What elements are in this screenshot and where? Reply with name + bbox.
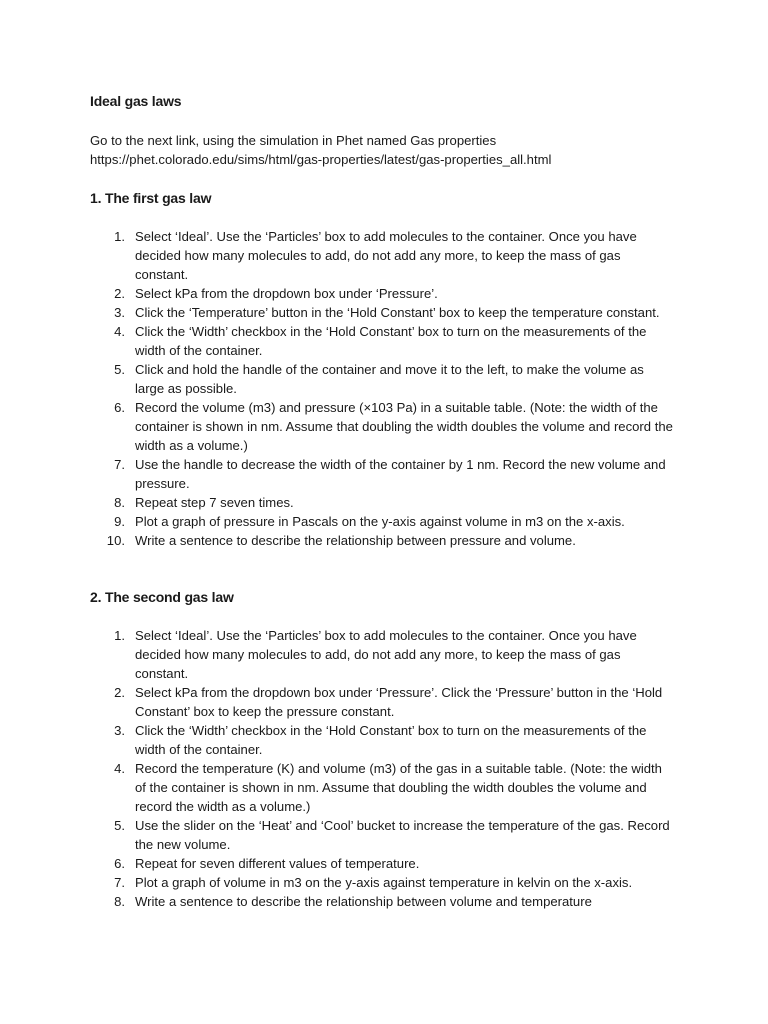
list-item	[90, 854, 676, 873]
step-number: 7.	[114, 457, 125, 472]
step-text: Write a sentence to describe the relationship between volume and temperature	[135, 894, 592, 909]
list-item	[90, 892, 676, 911]
step-text: Use the handle to decrease the width of the container by 1 nm. Record the new volume and pressure.	[135, 457, 666, 491]
step-text: Click and hold the handle of the container and move it to the left, to make the volume as large as possible.	[135, 362, 644, 396]
section-heading: 2. The second gas law	[90, 589, 234, 605]
step-number: 8.	[114, 495, 125, 510]
simulation-link[interactable]: https://phet.colorado.edu/sims/html/gas-properties/latest/gas-properties_all.html	[90, 152, 552, 167]
list-item	[90, 360, 676, 398]
list-item	[90, 816, 676, 854]
step-number: 3.	[114, 305, 125, 320]
list-item	[90, 721, 676, 759]
step-text: Use the slider on the ‘Heat’ and ‘Cool’ bucket to increase the temperature of the gas. Record the new volume.	[135, 818, 670, 852]
step-text: Click the ‘Width’ checkbox in the ‘Hold Constant’ box to turn on the measurements of the width of the container.	[135, 324, 647, 358]
list-item	[90, 873, 676, 892]
list-item	[90, 227, 676, 284]
list-item	[90, 683, 676, 721]
step-number: 10.	[106, 533, 125, 548]
step-number: 6.	[114, 400, 125, 415]
list-item	[90, 322, 676, 360]
step-number: 4.	[114, 761, 125, 776]
list-item	[90, 493, 676, 512]
step-number: 9.	[114, 514, 125, 529]
step-text: Click the ‘Width’ checkbox in the ‘Hold Constant’ box to turn on the measurements of the width of the container.	[135, 723, 647, 757]
step-number: 5.	[114, 818, 125, 833]
step-text: Record the volume (m3) and pressure (×103 Pa) in a suitable table. (Note: the width of the container is shown in nm. Assume that doubling the width doubles the volume and record the width as a volume.)	[135, 400, 673, 453]
list-item	[90, 398, 676, 455]
step-number: 5.	[114, 362, 125, 377]
steps-list	[90, 626, 676, 911]
step-number: 1.	[114, 229, 125, 244]
step-number: 1.	[114, 628, 125, 643]
step-text: Record the temperature (K) and volume (m3) of the gas in a suitable table. (Note: the width of the container is shown in nm. Assume that doubling the width doubles the volume and record the width as a volume.)	[135, 761, 662, 814]
step-number: 2.	[114, 286, 125, 301]
list-item	[90, 455, 676, 493]
step-number: 7.	[114, 875, 125, 890]
step-text: Select kPa from the dropdown box under ‘Pressure’.	[135, 286, 438, 301]
intro-text: Go to the next link, using the simulation in Phet named Gas properties	[90, 133, 497, 148]
list-item	[90, 759, 676, 816]
step-text: Write a sentence to describe the relationship between pressure and volume.	[135, 533, 576, 548]
list-item	[90, 512, 676, 531]
step-text: Select kPa from the dropdown box under ‘Pressure’. Click the ‘Pressure’ button in the ‘Hold Constant’ box to keep the pressure constant.	[135, 685, 663, 719]
step-number: 6.	[114, 856, 125, 871]
step-number: 2.	[114, 685, 125, 700]
step-number: 4.	[114, 324, 125, 339]
step-number: 8.	[114, 894, 125, 909]
step-number: 3.	[114, 723, 125, 738]
list-item	[90, 284, 676, 303]
section-heading: 1. The first gas law	[90, 190, 212, 206]
document-title: Ideal gas laws	[90, 93, 182, 109]
step-text: Repeat step 7 seven times.	[135, 495, 294, 510]
step-text: Select ‘Ideal’. Use the ‘Particles’ box to add molecules to the container. Once you have decided how many molecules to add, do not add any more, to keep the mass of gas constant.	[135, 628, 637, 681]
step-text: Plot a graph of pressure in Pascals on the y-axis against volume in m3 on the x-axis.	[135, 514, 625, 529]
step-text: Plot a graph of volume in m3 on the y-axis against temperature in kelvin on the x-axis.	[135, 875, 633, 890]
step-text: Click the ‘Temperature’ button in the ‘Hold Constant’ box to keep the temperature constant.	[135, 305, 660, 320]
steps-list	[90, 227, 676, 550]
step-text: Select ‘Ideal’. Use the ‘Particles’ box to add molecules to the container. Once you have decided how many molecules to add, do not add any more, to keep the mass of gas constant.	[135, 229, 637, 282]
list-item	[90, 626, 676, 683]
list-item	[90, 531, 676, 550]
list-item	[90, 303, 676, 322]
intro-block	[90, 131, 676, 169]
section-second-gas-law	[90, 588, 676, 911]
section-first-gas-law	[90, 189, 676, 550]
step-text: Repeat for seven different values of temperature.	[135, 856, 420, 871]
